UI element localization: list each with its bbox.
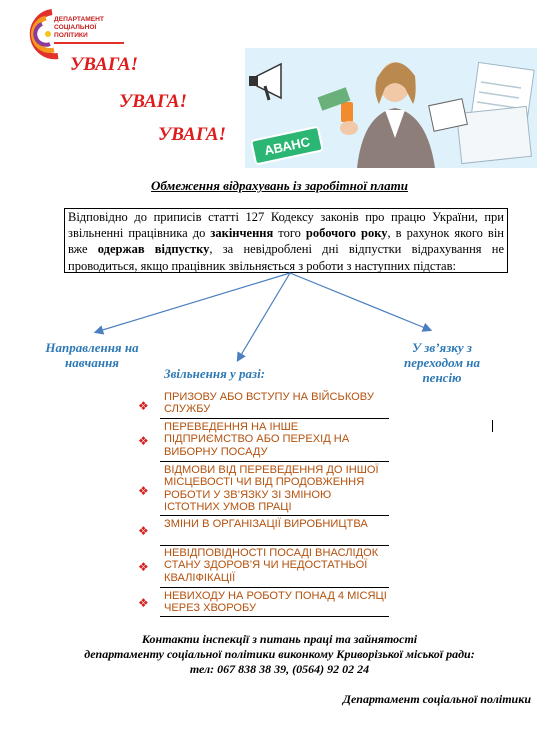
diamond-bullet-icon: ❖: [138, 596, 149, 610]
diamond-bullet-icon: ❖: [138, 484, 149, 498]
arrow-right: [290, 273, 430, 330]
branch-education: Направлення на навчання: [45, 340, 139, 370]
warning-2: УВАГА!: [119, 91, 187, 112]
item-divider: [160, 515, 389, 516]
diamond-bullet-icon: ❖: [138, 524, 149, 538]
svg-text:АВАНС: АВАНС: [262, 133, 312, 159]
warning-1: УВАГА!: [70, 54, 138, 75]
branch-dismissal: Звільнення у разі:: [164, 366, 266, 381]
footer-signature: Департамент соціальної політики: [342, 692, 531, 706]
logo-text: ДЕПАРТАМЕНТ СОЦІАЛЬНОЇ ПОЛІТИКИ: [54, 16, 104, 39]
item-divider: [160, 418, 389, 419]
intro-paragraph: Відповідно до приписів статті 127 Кодексу законів про працю України, при звільненні працівника до закінчення того робочого року, в рахунок якого він вже одержав відпустку, за невідроблені дні відпустки відрахування не проводиться, якщо працівник звільняється з роботи з наступних підстав:: [64, 208, 508, 273]
document-title: Обмеження відрахувань із заробітної плати: [151, 178, 408, 193]
contacts-line-2: департаменту соціальної політики виконкому Криворізької міської ради:: [84, 647, 475, 661]
diamond-bullet-icon: ❖: [138, 434, 149, 448]
diamond-bullet-icon: ❖: [138, 560, 149, 574]
text-cursor: [492, 420, 493, 432]
item-divider: [160, 616, 389, 617]
contacts-line-1: Контакти інспекції з питань праці та зайнятості: [141, 632, 418, 646]
item-divider: [160, 545, 389, 546]
warning-3: УВАГА!: [158, 124, 226, 145]
contacts-phone: тел: 067 838 38 39, (0564) 92 02 24: [189, 662, 370, 676]
contacts-block: [0, 632, 559, 677]
arrow-left: [96, 273, 290, 332]
diamond-bullet-icon: ❖: [138, 399, 149, 413]
item-divider: [160, 587, 389, 588]
branch-pension: У зв’язку з переходом на пенсію: [404, 340, 480, 385]
item-divider: [160, 461, 389, 462]
